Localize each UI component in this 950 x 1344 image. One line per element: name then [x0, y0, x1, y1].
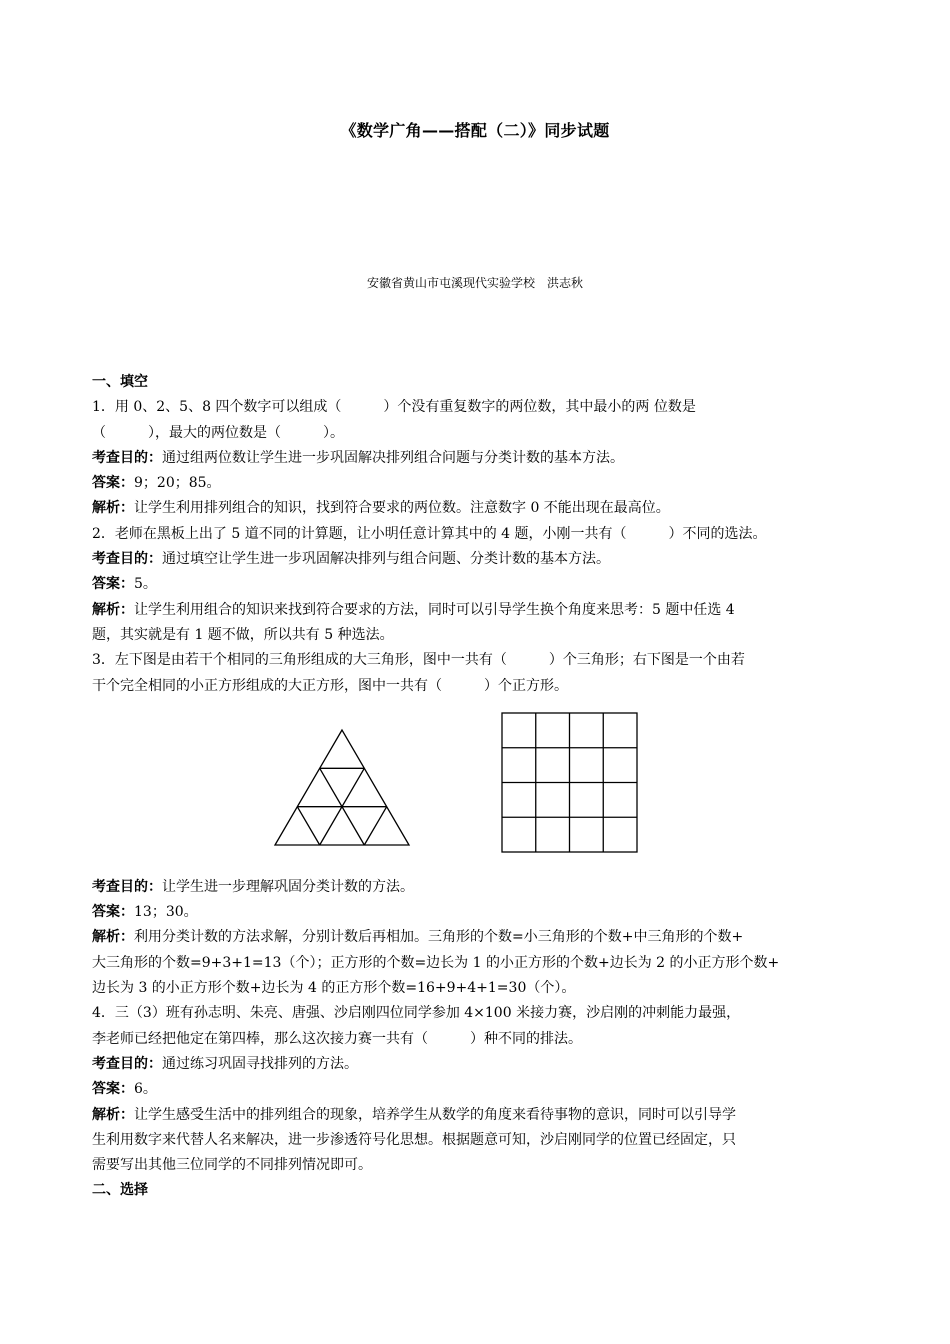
q4-answer — [92, 1077, 860, 1102]
q2-analysis-text-1: 让学生利用组合的知识来找到符合要求的方法，同时可以引导学生换个角度来思考：5 题中任选 4 — [134, 601, 735, 618]
q2-purpose-text: 通过填空让学生进一步巩固解决排列与组合问题、分类计数的基本方法。 — [162, 551, 610, 568]
author-line: 安徽省黄山市屯溪现代实验学校 洪志秋 — [366, 276, 583, 290]
q1-analysis-text: 让学生利用排列组合的知识，找到符合要求的两位数。注意数字 0 不能出现在最高位。 — [134, 500, 670, 517]
purpose-label: 考查目的： — [92, 551, 162, 568]
analysis-label: 解析： — [92, 500, 134, 517]
q2-analysis — [92, 598, 860, 623]
answer-label: 答案： — [92, 475, 134, 492]
q1-purpose — [92, 446, 860, 471]
q1-analysis — [92, 496, 860, 521]
q3-analysis — [92, 925, 860, 950]
analysis-label: 解析： — [92, 929, 134, 946]
q2-text: 2．老师在黑板上出了 5 道不同的计算题，让小明任意计算其中的 4 题，小刚一共有（ ）不同的选法。 — [92, 525, 767, 542]
answer-label: 答案： — [92, 904, 134, 921]
triangle-figure — [272, 727, 412, 849]
q1-text-line-2: （ ），最大的两位数是（ ）。 — [92, 424, 344, 441]
q1-text-line-1: 1．用 0、2、5、8 四个数字可以组成（ ）个没有重复数字的两位数，其中最小的两 位数是 — [92, 399, 696, 416]
analysis-label: 解析： — [92, 601, 134, 618]
square-grid-figure — [500, 711, 640, 855]
q3-answer-text: 13；30。 — [134, 904, 198, 921]
answer-label: 答案： — [92, 576, 134, 593]
q4-answer-text: 6。 — [134, 1081, 157, 1098]
q2-analysis-line-2: 题，其实就是有 1 题不做，所以共有 5 种选法。 — [92, 626, 394, 643]
q3-analysis-text-1: 利用分类计数的方法求解，分别计数后再相加。三角形的个数=小三角形的个数+中三角形的个数+ — [134, 929, 744, 946]
analysis-label: 解析： — [92, 1106, 134, 1123]
q3-purpose — [92, 875, 860, 900]
q4-analysis-text-1: 让学生感受生活中的排列组合的现象，培养学生从数学的角度来看待事物的意识，同时可以引导学 — [134, 1106, 736, 1123]
q4-analysis — [92, 1103, 860, 1128]
triangle-diag-line-2 — [297, 807, 319, 845]
q3-analysis-line-2: 大三角形的个数=9+3+1=13（个）；正方形的个数=边长为 1 的小正方形的个数+边长为 2 的小正方形个数+ — [92, 954, 780, 971]
q3-text-line-1: 3．左下图是由若干个相同的三角形组成的大三角形，图中一共有（ ）个三角形；右下图是一个由若 — [92, 652, 745, 669]
q3-answer — [92, 900, 860, 925]
q4-text-line-1: 4．三（3）班有孙志明、朱亮、唐强、沙启刚四位同学参加 4×100 米接力赛，沙启刚的冲刺能力最强， — [92, 1005, 741, 1022]
q3-figures — [92, 709, 860, 875]
q2-purpose — [92, 547, 860, 572]
purpose-label: 考查目的： — [92, 1055, 162, 1072]
q3-purpose-text: 让学生进一步理解巩固分类计数的方法。 — [162, 878, 414, 895]
document-body — [92, 370, 860, 1204]
purpose-label: 考查目的： — [92, 449, 162, 466]
q4-analysis-line-3: 需要写出其他三位同学的不同排列情况即可。 — [92, 1157, 372, 1174]
q3-text-line-2: 干个完全相同的小正方形组成的大正方形，图中一共有（ ）个正方形。 — [92, 677, 568, 694]
document-title: 《数学广角——搭配（二）》同步试题 — [340, 121, 610, 140]
q1-purpose-text: 通过组两位数让学生进一步巩固解决排列组合问题与分类计数的基本方法。 — [162, 449, 624, 466]
q4-text-line-2: 李老师已经把他定在第四棒，那么这次接力赛一共有（ ）种不同的排法。 — [92, 1030, 582, 1047]
answer-label: 答案： — [92, 1081, 134, 1098]
q1-answer — [92, 471, 860, 496]
q4-purpose — [92, 1052, 860, 1077]
triangle-diag-line-4 — [364, 807, 386, 845]
q4-purpose-text: 通过练习巩固寻找排列的方法。 — [162, 1055, 358, 1072]
purpose-label: 考查目的： — [92, 878, 162, 895]
section-heading-fill: 一、填空 — [92, 374, 148, 390]
big-triangle-outline — [275, 730, 409, 845]
q3-analysis-line-3: 边长为 3 的小正方形个数+边长为 4 的正方形个数=16+9+4+1=30（个）。 — [92, 980, 576, 997]
q1-answer-text: 9；20；85。 — [134, 475, 221, 492]
q2-answer — [92, 572, 860, 597]
q2-answer-text: 5。 — [134, 576, 157, 593]
section-heading-choice: 二、选择 — [92, 1182, 148, 1199]
q4-analysis-line-2: 生利用数字来代替人名来解决，进一步渗透符号化思想。根据题意可知，沙启刚同学的位置已经固定，只 — [92, 1131, 736, 1148]
